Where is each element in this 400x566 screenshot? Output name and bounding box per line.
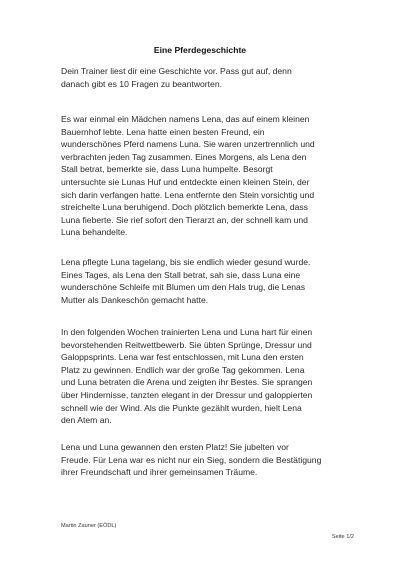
story-line: Stall betrat, bemerkte sie, dass Luna humpelte. Besorgt bbox=[61, 164, 273, 175]
story-paragraph-2 bbox=[61, 256, 361, 306]
story-line: sich darin verfangen hatte. Lena entfernte den Stein vorsichtig und bbox=[61, 189, 315, 200]
story-paragraph-3 bbox=[61, 326, 361, 427]
story-line: streichelte Luna beruhigend. Doch plötzlich bemerkte Lena, dass bbox=[61, 202, 308, 213]
story-line: über Hindernisse, tanzten elegant in der Dressur und galoppierten bbox=[61, 389, 313, 400]
story-line: In den folgenden Wochen trainierten Lena und Luna hart für einen bbox=[61, 327, 313, 337]
story-line: ihrer Freundschaft und ihrer gemeinsamen Träume. bbox=[61, 467, 258, 478]
story-line: wunderschönes Pferd namens Luna. Sie waren unzertrennlich und bbox=[61, 139, 315, 150]
story-line: und Luna betraten die Arena und zeigten ihr Bestes. Sie sprangen bbox=[61, 377, 313, 388]
footer-author: Martin Zauner (EÖDL) bbox=[61, 523, 117, 529]
story-line: verbrachten jeden Tag zusammen. Eines Morgens, als Lena den bbox=[61, 151, 307, 162]
story-paragraph-1 bbox=[61, 113, 361, 239]
story-line: Platz zu gewinnen. Endlich war der große Tag gekommen. Lena bbox=[61, 364, 305, 375]
story-line: Galoppsprints. Lena war fest entschlossen, mit Luna den ersten bbox=[61, 352, 304, 363]
story-line: bevorstehenden Reitwettbewerb. Sie übten Sprünge, Dressur und bbox=[61, 339, 312, 350]
story-paragraph-4 bbox=[61, 441, 361, 479]
story-line: Mutter als Dankeschön gemacht hatte. bbox=[61, 294, 209, 305]
story-line: Bauernhof lebte. Lena hatte einen besten Freund, ein bbox=[61, 126, 265, 137]
intro-paragraph bbox=[61, 65, 361, 90]
story-line: schnell wie der Wind. Als die Punkte gezählt wurden, hielt Lena bbox=[61, 402, 302, 413]
footer-page-number: Seite 1/2 bbox=[331, 534, 354, 540]
story-line: untersuchte sie Lunas Huf und entdeckte einen kleinen Stein, der bbox=[61, 176, 310, 187]
story-line: Luna fieberte. Sie rief sofort den Tierarzt an, der schnell kam und bbox=[61, 214, 308, 225]
story-line: den Atem an. bbox=[61, 415, 112, 426]
story-line: wunderschöne Schleife mit Blumen um den Hals trug, die Lenas bbox=[61, 282, 306, 293]
document-title: Eine Pferdegeschichte bbox=[153, 45, 247, 55]
story-line: Luna behandelte. bbox=[61, 227, 128, 238]
story-line: Eines Tages, als Lena den Stall betrat, sah sie, dass Luna eine bbox=[61, 269, 301, 280]
story-line: Lena und Luna gewannen den ersten Platz! Sie jubelten vor bbox=[61, 442, 289, 452]
intro-line: Dein Trainer liest dir eine Geschichte vor. Pass gut auf, denn bbox=[61, 66, 292, 76]
story-line: Lena pflegte Luna tagelang, bis sie endlich wieder gesund wurde. bbox=[61, 257, 311, 267]
story-line: Freude. Für Lena war es nicht nur ein Sieg, sondern die Bestätigung bbox=[61, 454, 322, 465]
story-line: Es war einmal ein Mädchen namens Lena, das auf einem kleinen bbox=[61, 114, 310, 124]
intro-line: danach gibt es 10 Fragen zu beantworten. bbox=[61, 78, 223, 89]
